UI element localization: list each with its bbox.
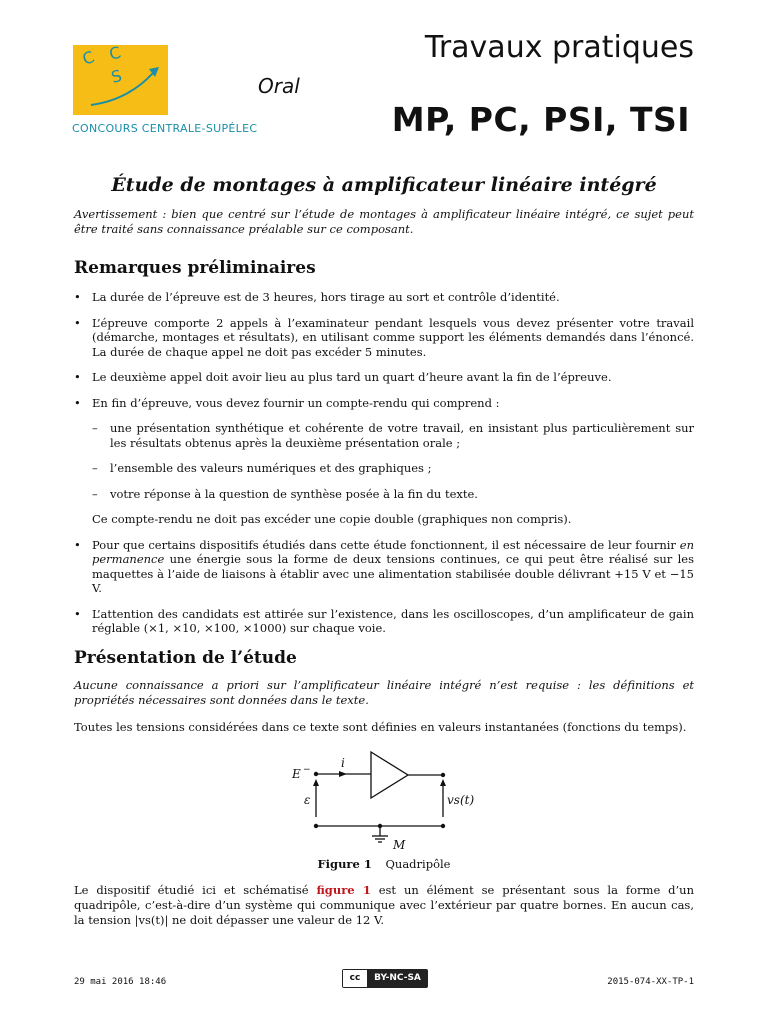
label-m: M: [393, 838, 406, 852]
logo-letter-s: S: [109, 65, 124, 87]
dash-item: [74, 461, 694, 476]
terminal-e: [314, 772, 318, 776]
label-i: i: [341, 756, 345, 770]
dash-mark: –: [92, 461, 98, 475]
dash-mark: –: [92, 421, 98, 435]
epsilon-arrowhead: [313, 779, 319, 786]
label-epsilon: ε: [304, 793, 311, 807]
terminal-gnd-left: [314, 824, 318, 828]
terminal-gnd-right: [441, 824, 445, 828]
figure-1-quadripole: [280, 745, 490, 855]
presentation-paragraph-2: [74, 883, 694, 928]
license-badge[interactable]: [342, 969, 428, 988]
dash-item: [74, 487, 694, 502]
dash-item: [74, 421, 694, 450]
presentation-intro: Aucune connaissance a priori sur l’amplificateur linéaire intégré n’est requise : les définitions et propriétés nécessaires sont données dans le texte.: [74, 678, 694, 707]
bullet-item: • L’attention des candidats est attirée sur l’existence, dans les oscilloscopes, d’un amplificateur de gain réglable (×1, ×10, ×100, ×1000) sur chaque voie.: [74, 607, 694, 636]
label-vs: vs(t): [447, 793, 475, 807]
remarques-list: [74, 290, 694, 647]
figure-reference-link[interactable]: figure 1: [316, 883, 371, 897]
logo: [73, 45, 168, 115]
exam-mode: Oral: [258, 74, 300, 98]
logo-caption: CONCOURS CENTRALE-SUPÉLEC: [72, 122, 258, 135]
figure-caption-number: Figure 1: [317, 857, 372, 871]
warning-paragraph: Avertissement : bien que centré sur l’étude de montages à amplificateur linéaire intégré, ce sujet peut être traité sans connaissance préalable sur ce composant.: [74, 207, 694, 236]
section-heading-presentation: Présentation de l’étude: [74, 648, 297, 668]
exam-type: Travaux pratiques: [424, 30, 694, 65]
bullet-item: • L’épreuve comporte 2 appels à l’examinateur pendant lesquels vous devez présenter votre travail (démarche, montages et résultats), en utilisant comme support les éléments demandés dans l’énoncé. La durée de chaque appel ne doit pas excéder 5 minutes.: [74, 316, 694, 360]
bullet-item: • La durée de l’épreuve est de 3 heures, hors tirage au sort et contrôle d’identité.: [74, 290, 694, 305]
paragraph-text-end: est un élément se présentant sous la forme d’un quadripôle, c’est-à-dire d’un système qui communique avec l’extérieur par quatre bornes. En aucun cas, la tension |vs(t)| ne doit dépasser une valeur de 12 V.: [74, 883, 694, 927]
label-e-minus: −: [303, 765, 311, 775]
figure-caption: [0, 857, 768, 871]
logo-graphic: [73, 45, 168, 115]
cc-icon: cc: [343, 970, 368, 987]
node-m: [378, 824, 382, 828]
compte-rendu-note: Ce compte-rendu ne doit pas excéder une copie double (graphiques non compris).: [92, 512, 572, 526]
label-e: E: [292, 767, 301, 781]
subject-title: Étude de montages à amplificateur linéaire intégré: [111, 174, 657, 196]
figure-caption-text: Quadripôle: [385, 857, 451, 871]
paragraph-text-start: Le dispositif étudié ici et schématisé: [74, 883, 317, 897]
presentation-paragraph-1: Toutes les tensions considérées dans ce texte sont définies en valeurs instantanées (fonctions du temps).: [74, 720, 687, 734]
section-heading-remarques: Remarques préliminaires: [74, 258, 316, 278]
dash-text: votre réponse à la question de synthèse posée à la fin du texte.: [110, 486, 478, 501]
footer-code: 2015-074-XX-TP-1: [607, 977, 694, 987]
bullet-item: [74, 538, 694, 596]
footer-date: 29 mai 2016 18:46: [74, 977, 167, 987]
logo-letter-c2: C: [107, 45, 123, 64]
bullet-text-start: Pour que certains dispositifs étudiés dans cette étude fonctionnent, il est nécessaire de leur fournir: [92, 537, 680, 552]
current-arrowhead: [339, 771, 347, 777]
circuit-diagram: [280, 745, 490, 855]
vs-arrowhead: [440, 779, 446, 786]
bullet-item: • Le deuxième appel doit avoir lieu au plus tard un quart d’heure avant la fin de l’épreuve.: [74, 370, 694, 385]
bullet-text-end: une énergie sous la forme de deux tensions continues, ce qui peut être réalisé sur les maquettes à l’aide de liaisons à établir avec une alimentation stabilisée double délivrant +15 V et −15 V.: [92, 552, 694, 595]
license-label: BY-NC-SA: [368, 970, 427, 987]
logo-letter-c1: C: [79, 47, 97, 69]
bullet-text-emphasis: en permanence: [92, 537, 694, 566]
terminal-vs: [441, 773, 445, 777]
amplifier-triangle: [371, 752, 408, 798]
dash-mark: –: [92, 486, 98, 501]
filieres-title: MP, PC, PSI, TSI: [391, 100, 690, 139]
bullet-item: • En fin d’épreuve, vous devez fournir un compte-rendu qui comprend :: [74, 396, 694, 411]
dash-text: l’ensemble des valeurs numériques et des graphiques ;: [110, 461, 432, 475]
dash-text: une présentation synthétique et cohérente de votre travail, en insistant plus particulièrement sur les résultats obtenus après la deuxième présentation orale ;: [110, 421, 694, 450]
